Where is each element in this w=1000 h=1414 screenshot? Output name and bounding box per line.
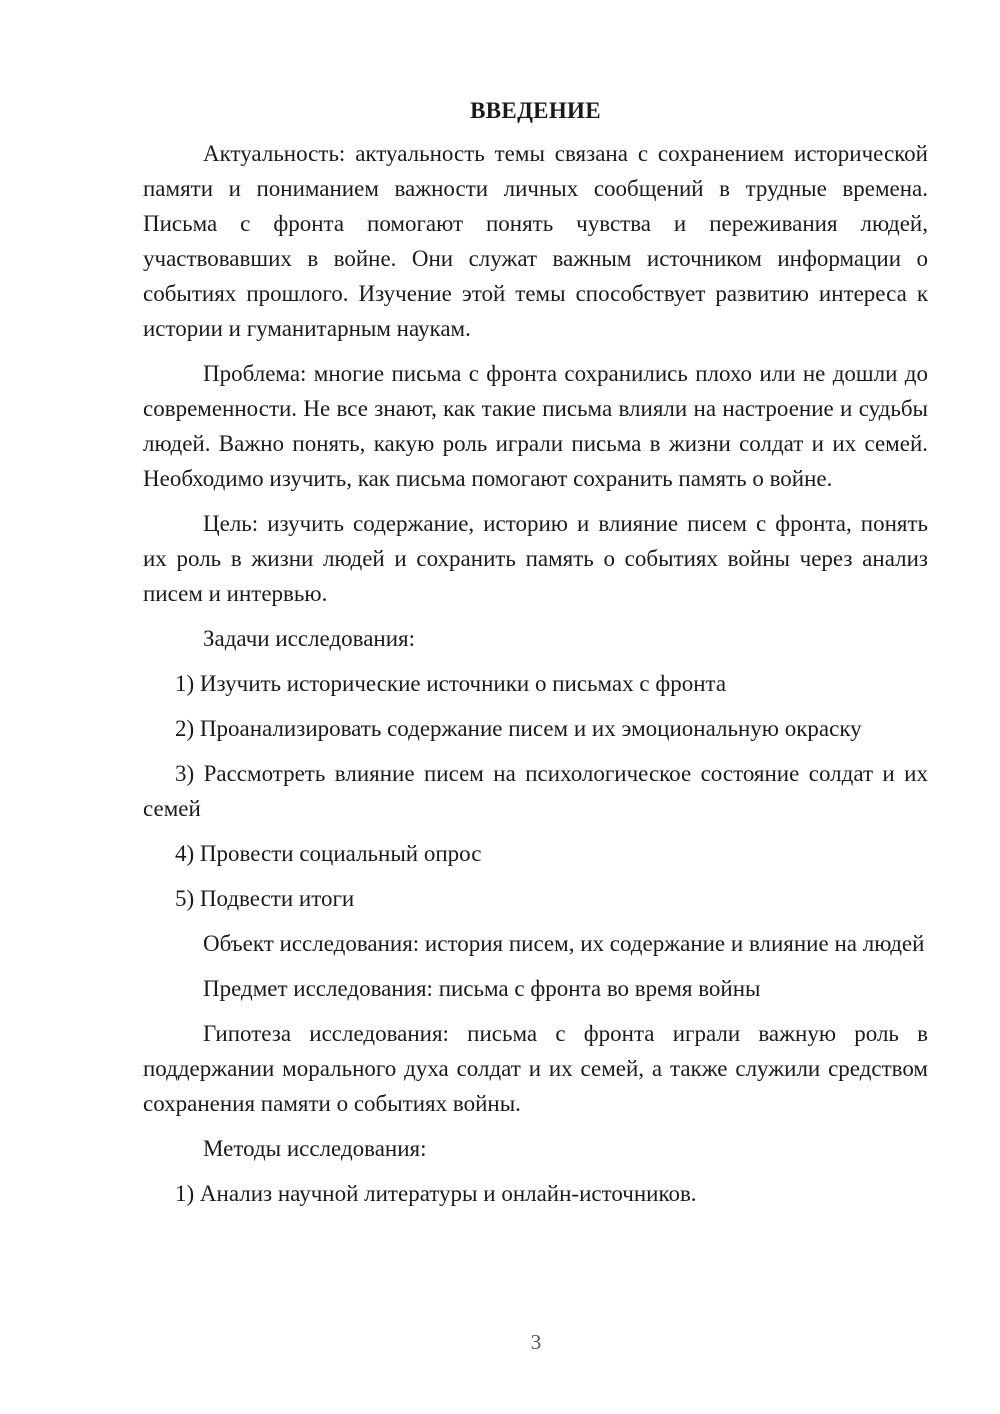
task-item: 1) Изучить исторические источники о письмах с фронта: [175, 671, 727, 696]
task-item: 5) Подвести итоги: [175, 886, 355, 911]
tasks-title: Задачи исследования:: [203, 626, 416, 651]
paragraph-hypothesis: Гипотеза исследования: письма с фронта играли важную роль в поддержании морального духа солдат и их семей, а также служили средством сохранения памяти о событиях войны.: [143, 1021, 928, 1116]
paragraph-subject: Предмет исследования: письма с фронта во время войны: [203, 976, 761, 1001]
paragraph-actuality: Актуальность: актуальность темы связана с сохранением исторической памяти и пониманием важности личных сообщений в трудные времена. Письма с фронта помогают понять чувства и переживания людей, участвовавших в войне. Они служат важным источником информации о событиях прошлого. Изучение этой темы способствует развитию интереса к истории и гуманитарным наукам.: [143, 141, 928, 341]
task-item: 4) Провести социальный опрос: [175, 841, 482, 866]
methods-title: Методы исследования:: [203, 1136, 427, 1161]
paragraph-problem: Проблема: многие письма с фронта сохранились плохо или не дошли до современности. Не все знают, как такие письма влияли на настроение и судьбы людей. Важно понять, какую роль играли письма в жизни солдат и их семей. Необходимо изучить, как письма помогают сохранить память о войне.: [143, 361, 928, 491]
paragraph-goal: Цель: изучить содержание, историю и влияние писем с фронта, понять их роль в жизни людей и сохранить память о событиях войны через анализ писем и интервью.: [143, 511, 928, 606]
task-item: 2) Проанализировать содержание писем и их эмоциональную окраску: [175, 716, 862, 741]
page-number: 3: [530, 1330, 542, 1354]
section-heading: ВВЕДЕНИЕ: [470, 98, 601, 123]
paragraph-object: Объект исследования: история писем, их содержание и влияние на людей: [203, 931, 925, 956]
page-content: [143, 93, 928, 1221]
method-item: 1) Анализ научной литературы и онлайн-источников.: [175, 1181, 697, 1206]
task-item: 3) Рассмотреть влияние писем на психологическое состояние солдат и их семей: [143, 761, 928, 821]
